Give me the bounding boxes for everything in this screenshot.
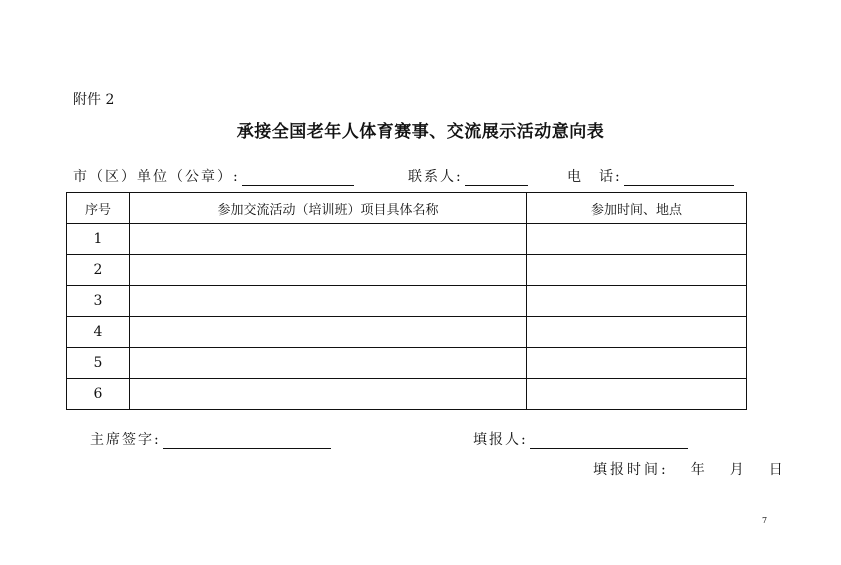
activity-name-cell[interactable] — [130, 379, 527, 410]
form-title: 承接全国老年人体育赛事、交流展示活动意向表 — [236, 122, 605, 142]
chair-signature-line[interactable] — [163, 434, 331, 449]
unit-field — [73, 166, 354, 186]
time-place-cell[interactable] — [527, 379, 747, 410]
table-row — [67, 286, 747, 317]
year-label: 年 — [690, 462, 708, 478]
row-number: 1 — [67, 224, 130, 255]
unit-label: 市（区）单位（公章）: — [73, 169, 240, 185]
table-row — [67, 379, 747, 410]
header-activity-name: 参加交流活动（培训班）项目具体名称 — [130, 193, 527, 224]
chair-signature-label: 主席签字: — [90, 432, 161, 448]
contact-blank-line[interactable] — [465, 171, 528, 186]
header-time-place: 参加时间、地点 — [527, 193, 747, 224]
table-row — [67, 255, 747, 286]
month-label: 月 — [729, 462, 747, 478]
filler-field — [473, 429, 688, 449]
activity-table — [66, 192, 747, 410]
filler-blank-line[interactable] — [530, 434, 688, 449]
page-number: 7 — [762, 516, 768, 525]
activity-name-cell[interactable] — [130, 348, 527, 379]
table-row — [67, 224, 747, 255]
phone-label: 电 话: — [567, 169, 622, 185]
row-number: 6 — [67, 379, 130, 410]
unit-blank-line[interactable] — [242, 171, 354, 186]
day-label: 日 — [768, 462, 786, 478]
activity-name-cell[interactable] — [130, 224, 527, 255]
row-number: 4 — [67, 317, 130, 348]
row-number: 2 — [67, 255, 130, 286]
phone-blank-line[interactable] — [624, 171, 734, 186]
time-place-cell[interactable] — [527, 255, 747, 286]
time-place-cell[interactable] — [527, 348, 747, 379]
time-place-cell[interactable] — [527, 224, 747, 255]
row-number: 3 — [67, 286, 130, 317]
fill-date-label: 填报时间: — [593, 462, 669, 478]
table-row — [67, 317, 747, 348]
row-number: 5 — [67, 348, 130, 379]
filler-label: 填报人: — [473, 432, 528, 448]
chair-signature-field — [90, 429, 331, 449]
activity-name-cell[interactable] — [130, 286, 527, 317]
contact-label: 联系人: — [408, 169, 463, 185]
table-header-row — [67, 193, 747, 224]
attachment-label: 附件 2 — [73, 92, 115, 108]
activity-name-cell[interactable] — [130, 255, 527, 286]
time-place-cell[interactable] — [527, 286, 747, 317]
activity-name-cell[interactable] — [130, 317, 527, 348]
contact-field — [408, 166, 528, 186]
fill-date — [593, 459, 786, 479]
header-serial: 序号 — [67, 193, 130, 224]
phone-field — [567, 166, 734, 186]
table-row — [67, 348, 747, 379]
time-place-cell[interactable] — [527, 317, 747, 348]
